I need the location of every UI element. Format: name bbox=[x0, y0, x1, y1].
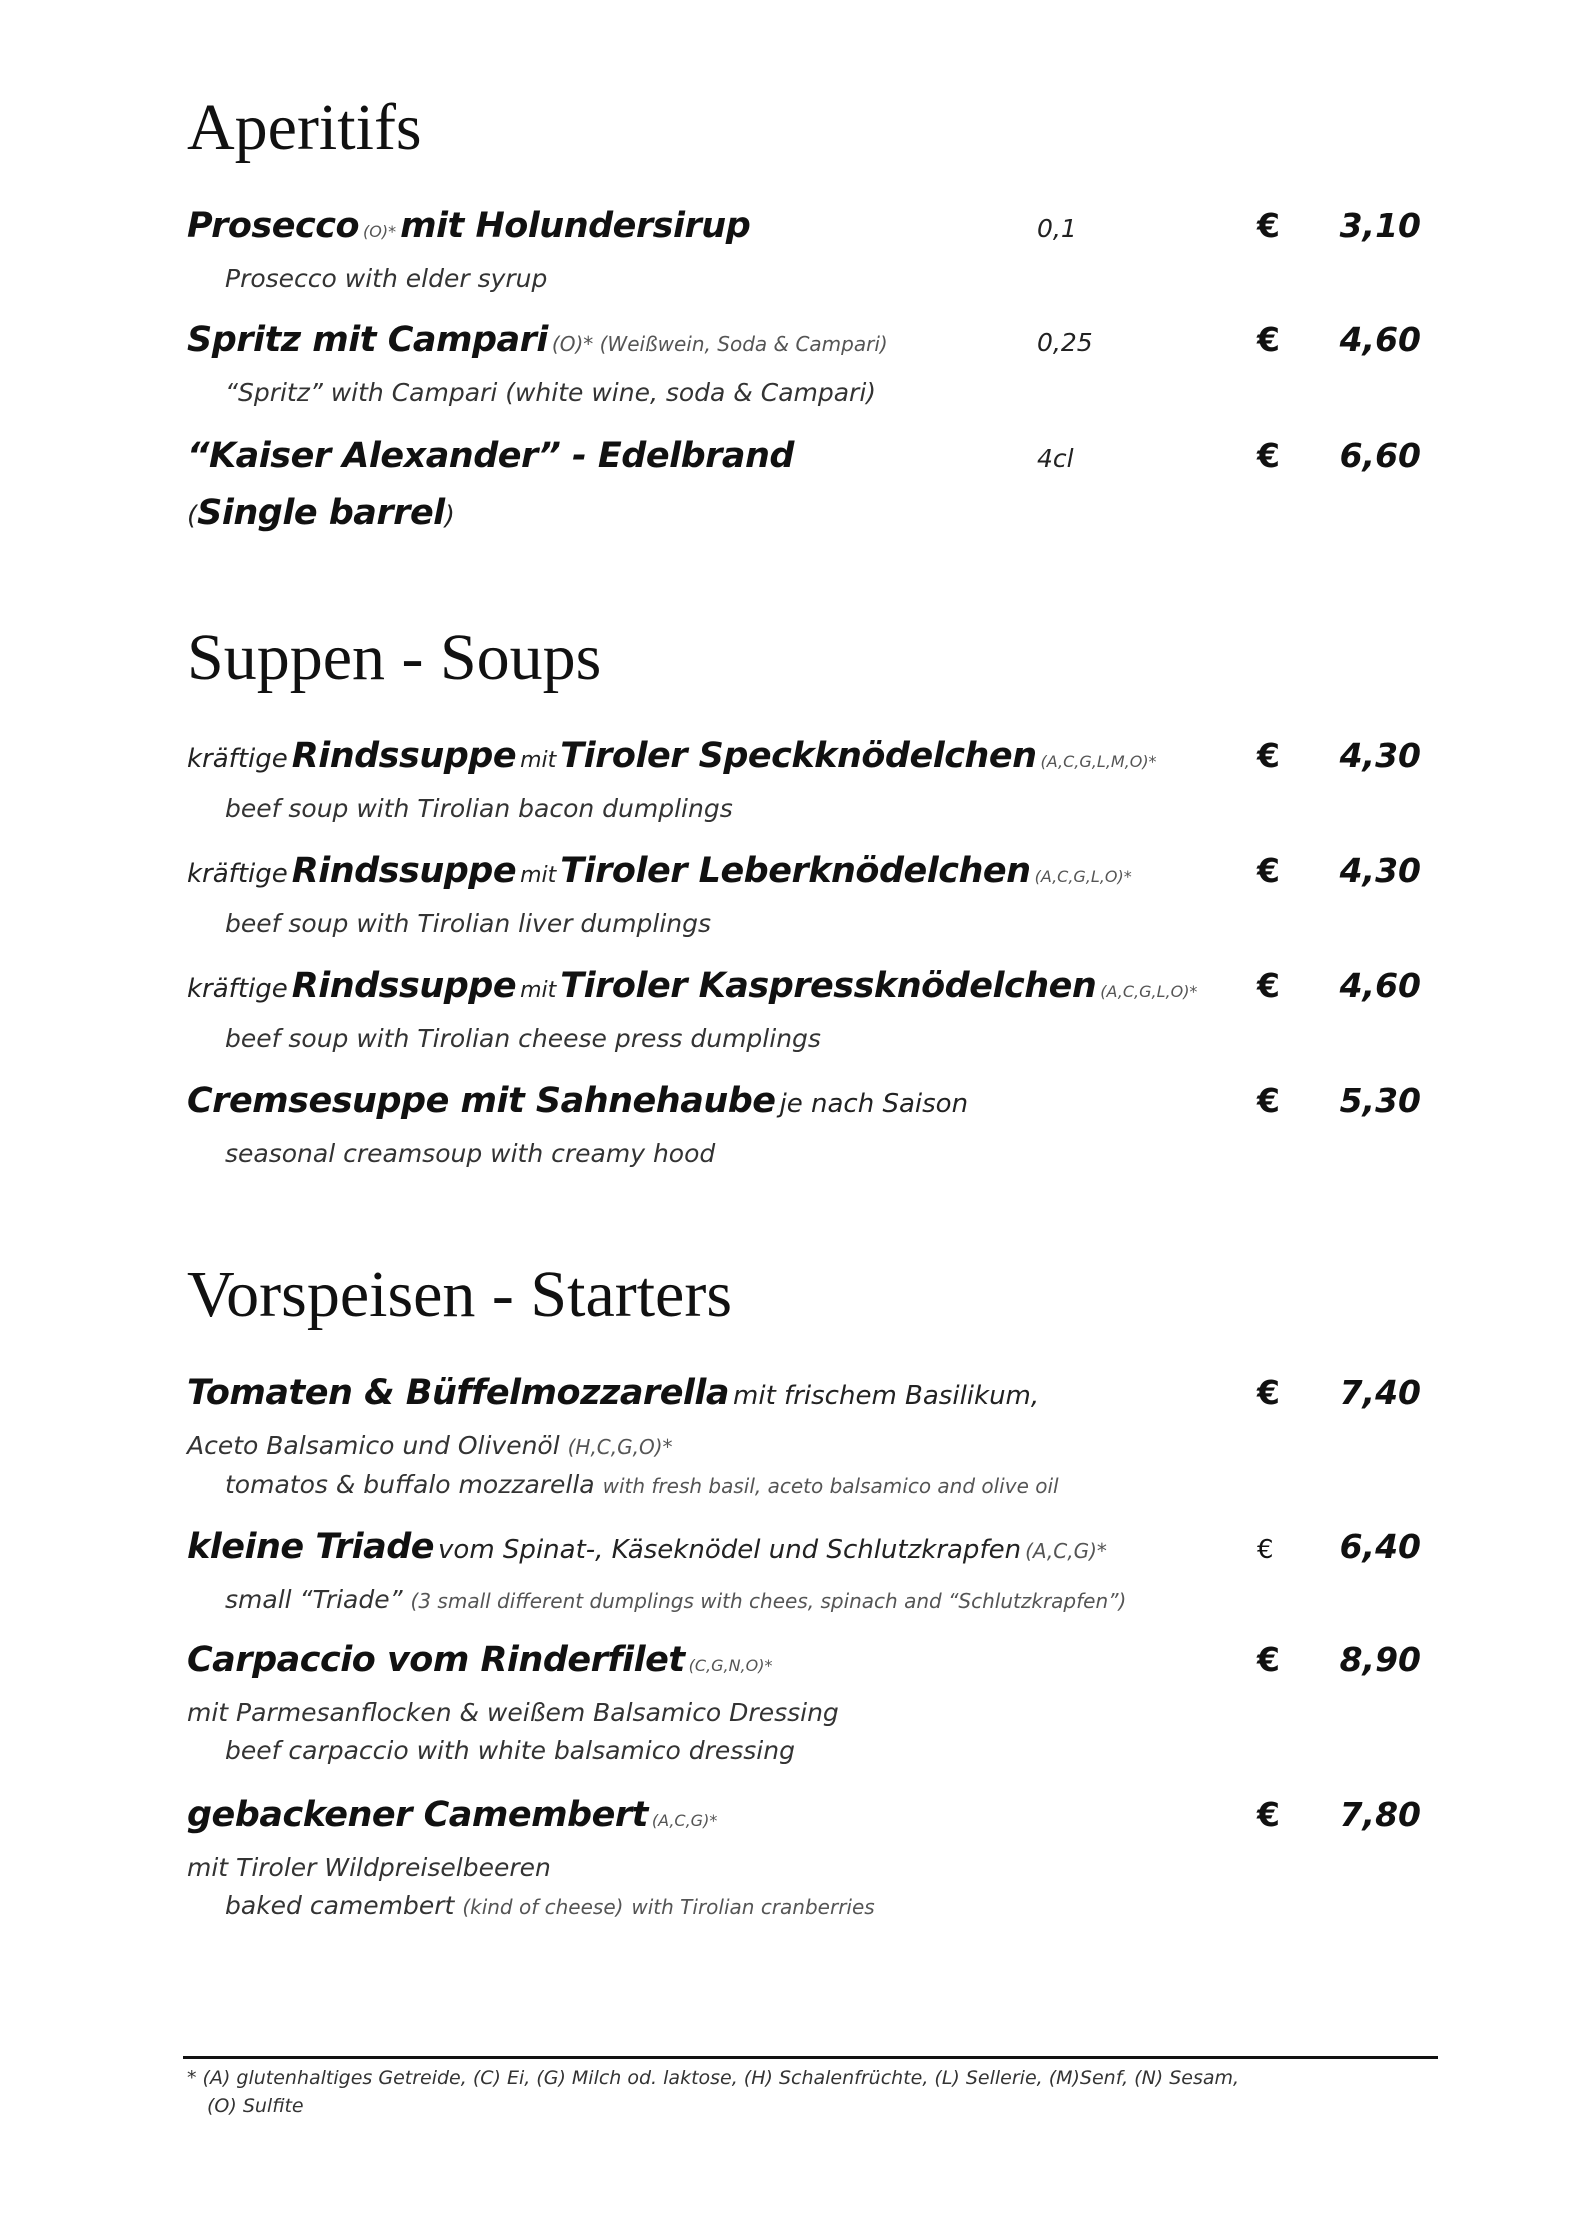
item-description-de: mit Tiroler Wildpreiselbeeren bbox=[187, 1853, 551, 1882]
item-name: Rindssuppe bbox=[291, 736, 517, 776]
item-prefix: kräftige bbox=[187, 974, 288, 1004]
item-description-en-small: with fresh basil, aceto balsamico and olive oil bbox=[602, 1474, 1059, 1498]
item-price: 6,60 bbox=[1339, 436, 1421, 475]
item-description-en-small: (kind of cheese) bbox=[462, 1895, 624, 1919]
allergen-note: (A,C,G)* bbox=[651, 1811, 718, 1830]
section-title-aperitifs: Aperitifs bbox=[187, 91, 422, 164]
item-name: “Kaiser Alexander” - Edelbrand bbox=[187, 436, 794, 476]
menu-item-carpaccio bbox=[187, 1640, 1437, 1770]
item-name: Tomaten & Büffelmozzarella bbox=[187, 1373, 730, 1413]
allergen-note: (H,C,G,O)* bbox=[567, 1435, 673, 1459]
currency-symbol: € bbox=[1257, 320, 1280, 359]
item-line2 bbox=[187, 490, 1437, 539]
menu-item-camembert bbox=[187, 1795, 1437, 1926]
menu-item-cream-soup bbox=[187, 1081, 1437, 1173]
item-description-en bbox=[187, 1466, 1437, 1505]
menu-item-soup-kaspress bbox=[187, 966, 1437, 1058]
item-name: Spritz mit Campari bbox=[187, 320, 548, 360]
footnote-line-1: * (A) glutenhaltiges Getreide, (C) Ei, (G) Milch od. laktose, (H) Schalenfrüchte, (L) Sellerie, (M)Senf, (N) Sesam, bbox=[187, 2067, 1240, 2089]
item-name-extra: Tiroler Kaspressknödelchen bbox=[560, 966, 1097, 1006]
item-name: Rindssuppe bbox=[291, 851, 517, 891]
item-size: 0,25 bbox=[1037, 328, 1093, 357]
item-price: 5,30 bbox=[1339, 1081, 1421, 1120]
item-connector: mit bbox=[520, 978, 557, 1003]
paren-open: ( bbox=[187, 501, 198, 531]
item-name-extra: mit Holundersirup bbox=[400, 206, 751, 246]
item-description-en: beef soup with Tirolian liver dumplings bbox=[225, 909, 711, 938]
footer-divider bbox=[183, 2056, 1438, 2059]
currency-symbol: € bbox=[1257, 736, 1280, 775]
allergen-note: (C,G,N,O)* bbox=[688, 1656, 773, 1675]
menu-item-prosecco bbox=[187, 206, 1437, 298]
currency-symbol: € bbox=[1257, 1373, 1280, 1412]
menu-item-tomato-mozzarella bbox=[187, 1373, 1437, 1505]
item-prefix: kräftige bbox=[187, 744, 288, 774]
item-description-en: beef soup with Tirolian cheese press dumplings bbox=[225, 1024, 821, 1053]
item-price: 4,60 bbox=[1339, 966, 1421, 1005]
item-description-en: seasonal creamsoup with creamy hood bbox=[225, 1139, 716, 1168]
item-description-en-text: baked camembert bbox=[225, 1891, 455, 1920]
currency-symbol: € bbox=[1257, 1795, 1280, 1834]
menu-item-soup-speck bbox=[187, 736, 1437, 828]
item-description-en-tail: with Tirolian cranberries bbox=[631, 1895, 875, 1919]
item-name: Cremsesuppe mit Sahnehaube bbox=[187, 1081, 776, 1121]
currency-symbol: € bbox=[1257, 206, 1280, 245]
menu-item-kaiser-alexander bbox=[187, 436, 1437, 539]
single-barrel-label: Single barrel bbox=[197, 493, 445, 533]
item-connector: mit bbox=[520, 748, 557, 773]
item-connector: mit bbox=[520, 863, 557, 888]
section-title-soups: Suppen - Soups bbox=[187, 621, 602, 694]
item-tail: je nach Saison bbox=[779, 1089, 969, 1119]
item-price: 6,40 bbox=[1339, 1527, 1421, 1566]
item-price: 4,30 bbox=[1339, 736, 1421, 775]
menu-item-kleine-triade bbox=[187, 1527, 1437, 1620]
currency-symbol: € bbox=[1257, 1081, 1280, 1120]
allergen-note: (O)* (Weißwein, Soda & Campari) bbox=[551, 332, 888, 356]
item-description-de-text: Aceto Balsamico und Olivenöl bbox=[187, 1431, 560, 1460]
item-name: kleine Triade bbox=[187, 1527, 435, 1567]
item-name-extra: Tiroler Leberknödelchen bbox=[560, 851, 1031, 891]
item-price: 8,90 bbox=[1339, 1640, 1421, 1679]
item-name: Rindssuppe bbox=[291, 966, 517, 1006]
currency-symbol: € bbox=[1257, 436, 1280, 475]
item-price: 7,80 bbox=[1339, 1795, 1421, 1834]
section-title-starters: Vorspeisen - Starters bbox=[187, 1258, 733, 1331]
paren-close: ) bbox=[444, 501, 455, 531]
item-description-en-small: (3 small different dumplings with chees, spinach and “Schlutzkrapfen”) bbox=[410, 1589, 1127, 1613]
item-description-de: mit Parmesanflocken & weißem Balsamico Dressing bbox=[187, 1698, 839, 1727]
currency-symbol: € bbox=[1257, 1535, 1274, 1565]
menu-item-spritz bbox=[187, 320, 1437, 412]
item-description-en: “Spritz” with Campari (white wine, soda & Campari) bbox=[225, 378, 877, 407]
item-name: Prosecco bbox=[187, 206, 359, 246]
item-price: 3,10 bbox=[1339, 206, 1421, 245]
item-description-en bbox=[187, 1887, 1437, 1926]
item-size: 0,1 bbox=[1037, 214, 1077, 243]
item-tail: vom Spinat-, Käseknödel und Schlutzkrapfen bbox=[438, 1535, 1022, 1565]
item-description-en bbox=[187, 1581, 1437, 1620]
allergen-note: (A,C,G,L,M,O)* bbox=[1040, 752, 1157, 771]
item-description-en: beef carpaccio with white balsamico dressing bbox=[225, 1736, 795, 1765]
item-price: 4,60 bbox=[1339, 320, 1421, 359]
item-description-en-text: small “Triade” bbox=[225, 1585, 403, 1614]
allergen-note: (A,C,G,L,O)* bbox=[1100, 982, 1198, 1001]
item-description-de bbox=[187, 1427, 1437, 1466]
item-price: 7,40 bbox=[1339, 1373, 1421, 1412]
item-price: 4,30 bbox=[1339, 851, 1421, 890]
allergen-footnote bbox=[187, 2064, 1397, 2120]
item-prefix: kräftige bbox=[187, 859, 288, 889]
item-size: 4cl bbox=[1037, 444, 1074, 473]
currency-symbol: € bbox=[1257, 966, 1280, 1005]
item-tail: mit frischem Basilikum, bbox=[733, 1381, 1040, 1411]
item-description-en: beef soup with Tirolian bacon dumplings bbox=[225, 794, 733, 823]
allergen-note: (A,C,G,L,O)* bbox=[1034, 867, 1132, 886]
allergen-note: (A,C,G)* bbox=[1025, 1539, 1107, 1563]
currency-symbol: € bbox=[1257, 1640, 1280, 1679]
item-name-extra: Tiroler Speckknödelchen bbox=[560, 736, 1037, 776]
item-description-en-text: tomatos & buffalo mozzarella bbox=[225, 1470, 595, 1499]
allergen-note: (O)* bbox=[363, 222, 397, 241]
item-description-en: Prosecco with elder syrup bbox=[225, 264, 548, 293]
footnote-line-2: (O) Sulfite bbox=[207, 2095, 304, 2117]
item-name: gebackener Camembert bbox=[187, 1795, 648, 1835]
currency-symbol: € bbox=[1257, 851, 1280, 890]
item-name: Carpaccio vom Rinderfilet bbox=[187, 1640, 685, 1680]
menu-item-soup-leber bbox=[187, 851, 1437, 943]
